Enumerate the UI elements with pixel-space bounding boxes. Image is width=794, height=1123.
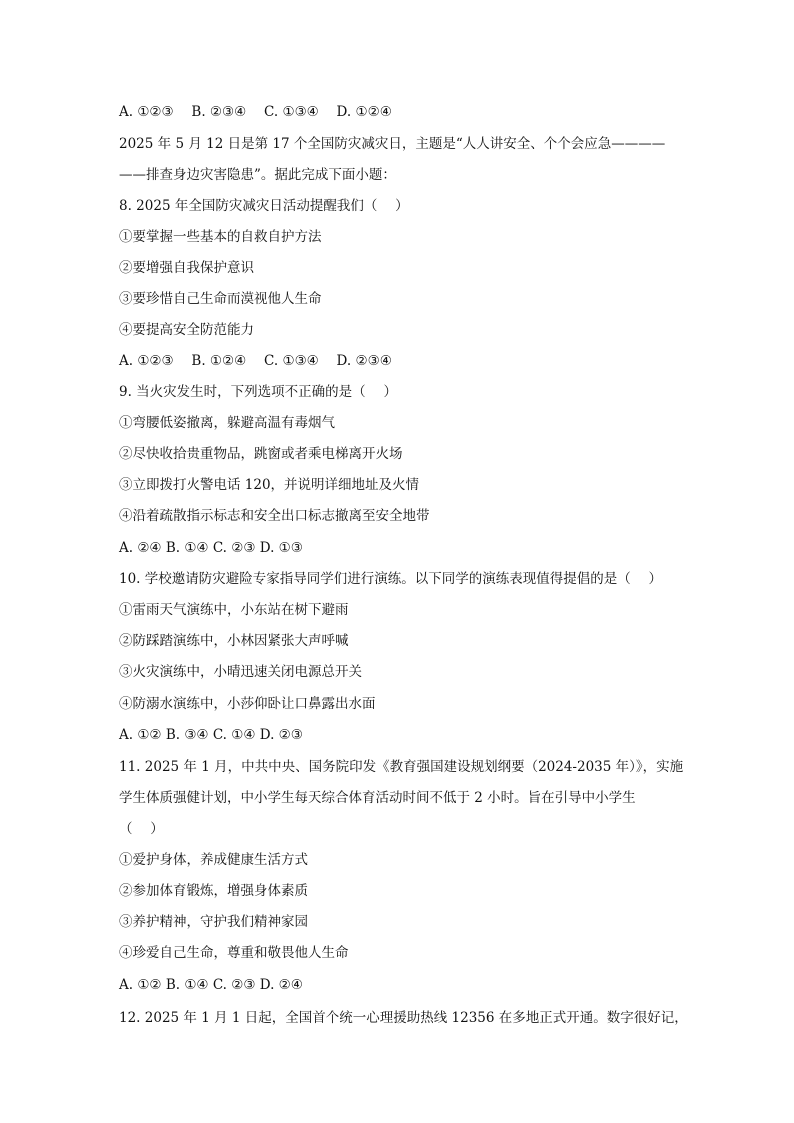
q11-stem-line-1: 11. 2025 年 1 月，中共中央、国务院印发《教育强国建设规划纲要（2024-2035 年）》，实施 xyxy=(119,759,684,775)
material-intro-line-2: ——排查身边灾害隐患”。据此完成下面小题： xyxy=(119,167,396,183)
q9-item-1: ①弯腰低姿撤离，躲避高温有毒烟气 xyxy=(119,415,335,431)
q8-options: A. ①②③ B. ①②④ C. ①③④ D. ②③④ xyxy=(119,353,392,369)
q8-item-4: ④要提高安全防范能力 xyxy=(119,322,254,338)
q11-stem-line-2: 学生体质强健计划，中小学生每天综合体育活动时间不低于 2 小时。旨在引导中小学生 xyxy=(119,790,636,806)
q9-item-3: ③立即拨打火警电话 120，并说明详细地址及火情 xyxy=(119,477,420,493)
q10-item-2: ②防踩踏演练中，小林因紧张大声呼喊 xyxy=(119,633,349,649)
q11-item-1: ①爱护身体，养成健康生活方式 xyxy=(119,852,308,868)
q10-item-1: ①雷雨天气演练中，小东站在树下避雨 xyxy=(119,602,349,618)
q8-item-2: ②要增强自我保护意识 xyxy=(119,260,254,276)
q10-stem: 10. 学校邀请防灾避险专家指导同学们进行演练。以下同学的演练表现值得提倡的是（ ） xyxy=(119,571,663,587)
q11-item-2: ②参加体育锻炼，增强身体素质 xyxy=(119,883,308,899)
q8-item-3: ③要珍惜自己生命而漠视他人生命 xyxy=(119,291,322,307)
q9-options: A. ②④ B. ①④ C. ②③ D. ①③ xyxy=(119,540,303,556)
q11-item-3: ③养护精神，守护我们精神家园 xyxy=(119,914,308,930)
q11-options: A. ①② B. ①④ C. ②③ D. ②④ xyxy=(119,977,303,993)
material-intro-line-1: 2025 年 5 月 12 日是第 17 个全国防灾减灾日，主题是“人人讲安全、个个会应急———— xyxy=(119,136,666,152)
q10-options: A. ①② B. ③④ C. ①④ D. ②③ xyxy=(119,727,303,743)
q11-item-4: ④珍爱自己生命，尊重和敬畏他人生命 xyxy=(119,945,349,961)
q8-stem: 8. 2025 年全国防灾减灾日活动提醒我们（ ） xyxy=(119,198,409,214)
q7-options: A. ①②③ B. ②③④ C. ①③④ D. ①②④ xyxy=(119,104,392,120)
q9-item-2: ②尽快收拾贵重物品，跳窗或者乘电梯离开火场 xyxy=(119,446,403,462)
q8-item-1: ①要掌握一些基本的自救自护方法 xyxy=(119,229,322,245)
q11-answer-bracket: （ ） xyxy=(119,821,164,837)
q9-item-4: ④沿着疏散指示标志和安全出口标志撤离至安全地带 xyxy=(119,508,430,524)
q10-item-3: ③火灾演练中，小晴迅速关闭电源总开关 xyxy=(119,664,362,680)
q12-stem-line-1: 12. 2025 年 1 月 1 日起，全国首个统一心理援助热线 12356 在多地正式开通。数字很好记， xyxy=(119,1010,688,1026)
q9-stem: 9. 当火灾发生时，下列选项不正确的是（ ） xyxy=(119,384,397,400)
q10-item-4: ④防溺水演练中，小莎仰卧让口鼻露出水面 xyxy=(119,696,376,712)
